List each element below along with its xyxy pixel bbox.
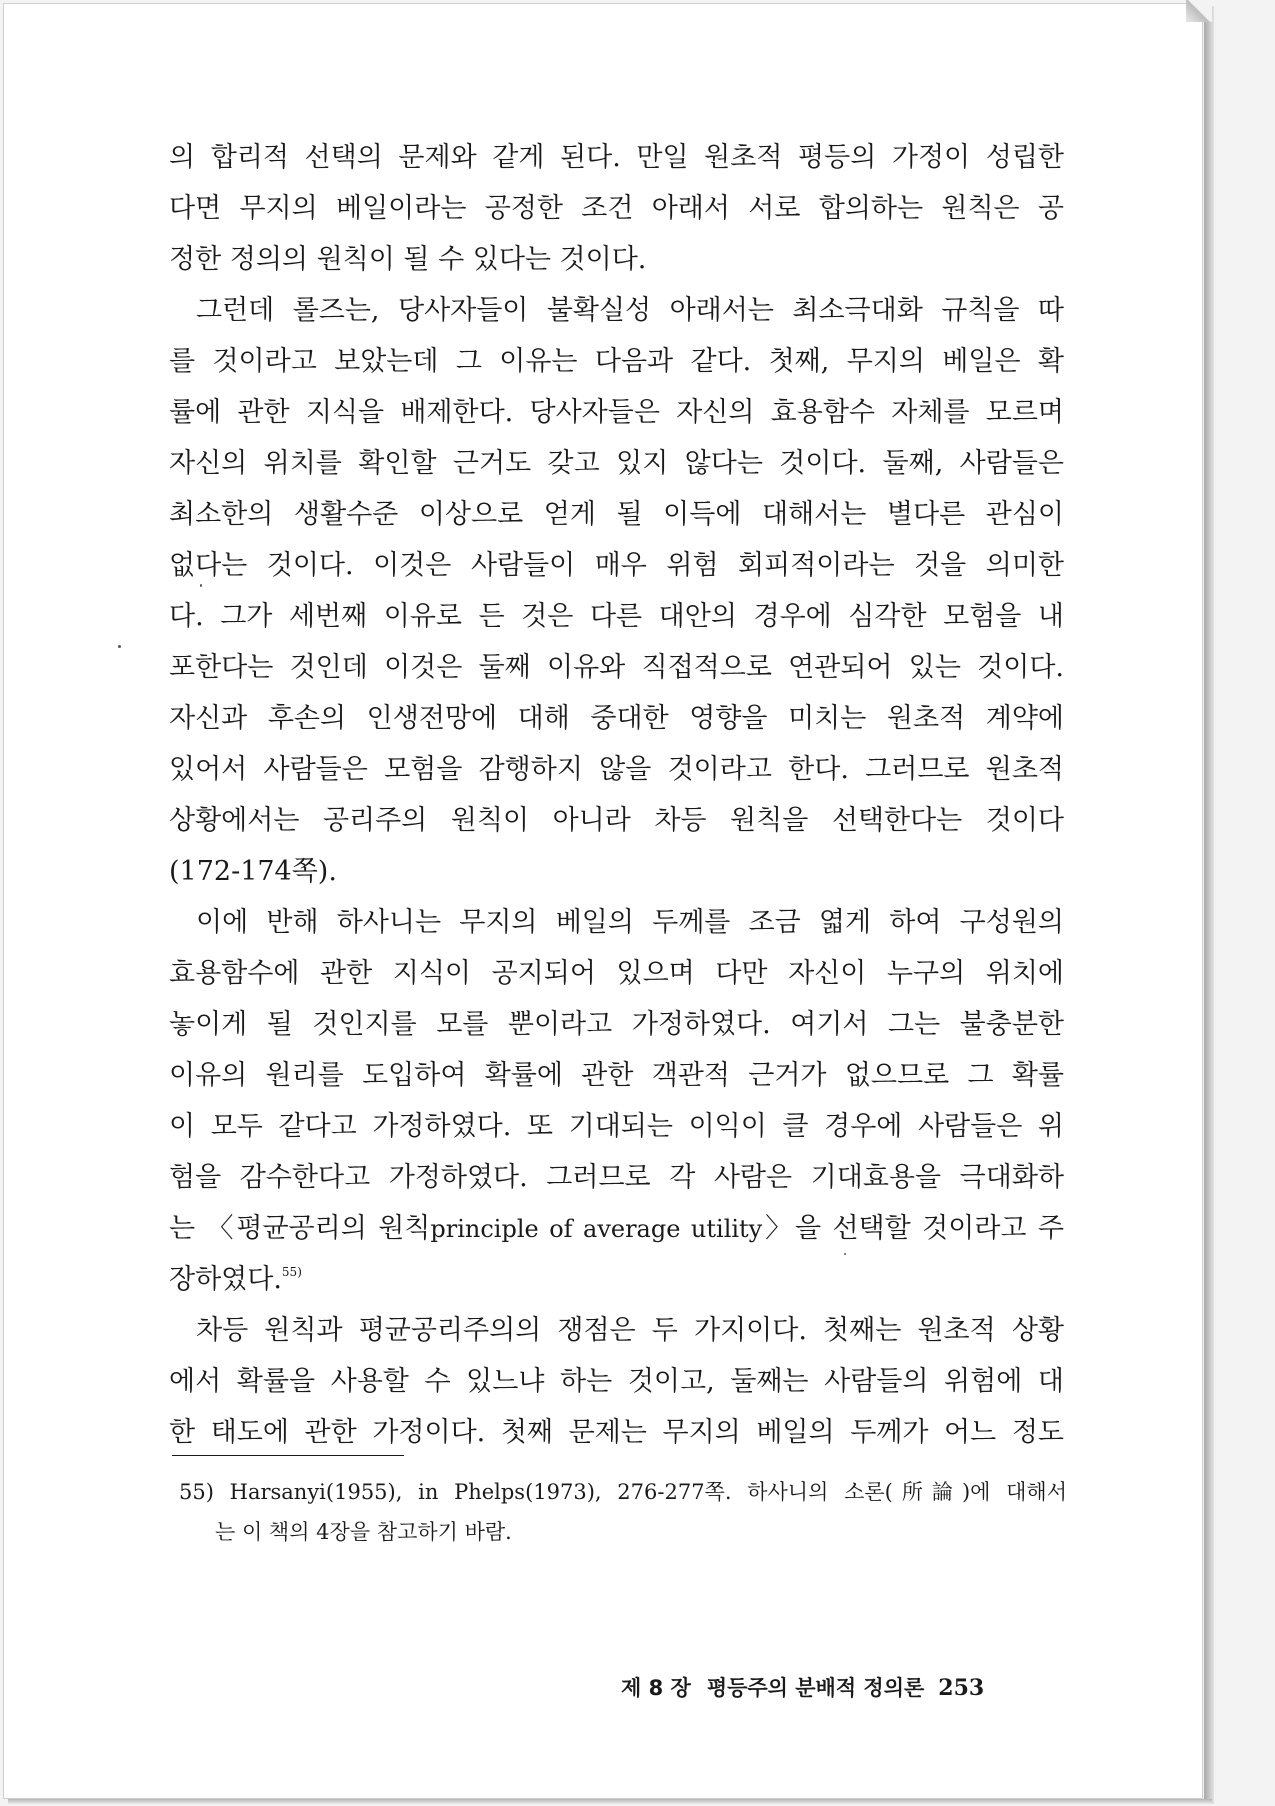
text-line: 다면 무지의 베일이라는 공정한 조건 아래서 서로 합의하는 원칙은 공 — [169, 193, 1064, 224]
text-line: 정한 정의의 원칙이 될 수 있다는 것이다. — [169, 244, 647, 275]
footnote-line-2: 는 이 책의 4장을 참고하기 바람. — [215, 1520, 512, 1544]
body-text — [169, 132, 1064, 1458]
text-line: 험을 감수한다고 가정하였다. 그러므로 각 사람은 기대효용을 극대화하 — [169, 1162, 1064, 1193]
text-line: 놓이게 될 것인지를 모를 뿐이라고 가정하였다. 여기서 그는 불충분한 — [169, 1009, 1064, 1040]
paragraph-1 — [169, 132, 1064, 285]
text-line: 에서 확률을 사용할 수 있느냐 하는 것이고, 둘째는 사람들의 위험에 대 — [169, 1366, 1064, 1397]
principle-line — [169, 1203, 1064, 1254]
text-line: 효용함수에 관한 지식이 공지되어 있으며 다만 자신이 누구의 위치에 — [169, 958, 1064, 989]
text-line: 포한다는 것인데 이것은 둘째 이유와 직접적으로 연관되어 있는 것이다. — [169, 652, 1064, 683]
text-line: 이에 반해 하사니는 무지의 베일의 두께를 조금 엷게 하여 구성원의 — [196, 907, 1064, 938]
running-footer — [621, 1668, 1047, 1708]
footnote-divider — [172, 1455, 404, 1456]
text-line: 률에 관한 지식을 배제한다. 당사자들은 자신의 효용함수 자체를 모르며 — [169, 397, 1064, 428]
text-line: 최소한의 생활수준 이상으로 얻게 될 이득에 대해서는 별다른 관심이 — [169, 499, 1064, 530]
paragraph-3 — [169, 897, 1064, 1305]
text-line: 이 모두 같다고 가정하였다. 또 기대되는 이익이 클 경우에 사람들은 위 — [169, 1111, 1064, 1142]
page-edge-shadow — [1204, 6, 1214, 1804]
page-number: 253 — [938, 1675, 985, 1701]
text-line: (172-174쪽). — [169, 856, 337, 887]
footnote-reference: 55) — [281, 1265, 302, 1279]
chapter-label: 제 8 장 — [621, 1676, 691, 1700]
text-line: 차등 원칙과 평균공리주의의 쟁점은 두 가지이다. 첫째는 원초적 상황 — [196, 1315, 1064, 1346]
text-line: 자신과 후손의 인생전망에 대해 중대한 영향을 미치는 원초적 계약에 — [169, 703, 1064, 734]
page-bottom-shadow — [8, 1799, 1212, 1804]
footnote — [179, 1472, 1067, 1552]
principle-after: 〉을 선택할 것이라고 주 — [762, 1213, 1064, 1244]
scan-speck — [118, 645, 121, 648]
closing-text: 장하였다. — [169, 1264, 282, 1295]
chapter-title: 평등주의 분배적 정의론 — [706, 1676, 925, 1700]
paragraph-2 — [169, 285, 1064, 897]
book-page — [3, 3, 1203, 1799]
paragraph-4 — [169, 1305, 1064, 1458]
text-line: 의 합리적 선택의 문제와 같게 된다. 만일 원초적 평등의 가정이 성립한 — [169, 142, 1064, 173]
page-corner — [1186, 0, 1212, 22]
text-line: 없다는 것이다. 이것은 사람들이 매우 위험 회피적이라는 것을 의미한 — [169, 550, 1064, 581]
text-line: 상황에서는 공리주의 원칙이 아니라 차등 원칙을 선택한다는 것이다 — [169, 805, 1064, 836]
text-line — [169, 1254, 1064, 1305]
principle-latin: principle of average utility — [430, 1215, 763, 1243]
text-line: 이유의 원리를 도입하여 확률에 관한 객관적 근거가 없으므로 그 확률 — [169, 1060, 1064, 1091]
text-line: 를 것이라고 보았는데 그 이유는 다음과 같다. 첫째, 무지의 베일은 확 — [169, 346, 1064, 377]
scan-speck — [200, 584, 202, 587]
text-line: 한 태도에 관한 가정이다. 첫째 문제는 무지의 베일의 두께가 어느 정도 — [169, 1417, 1064, 1448]
scan-speck — [844, 1253, 846, 1255]
principle-before: 는 〈평균공리의 원칙 — [169, 1213, 431, 1244]
text-line: 있어서 사람들은 모험을 감행하지 않을 것이라고 한다. 그러므로 원초적 — [169, 754, 1064, 785]
text-line: 자신의 위치를 확인할 근거도 갖고 있지 않다는 것이다. 둘째, 사람들은 — [169, 448, 1064, 479]
text-line: 다. 그가 세번째 이유로 든 것은 다른 대안의 경우에 심각한 모험을 내 — [169, 601, 1064, 632]
text-line: 그런데 롤즈는, 당사자들이 불확실성 아래서는 최소극대화 규칙을 따 — [196, 295, 1064, 326]
footnote-line-1: 55) Harsanyi(1955), in Phelps(1973), 276-277쪽. 하사니의 소론(所論)에 대해서 — [179, 1480, 1067, 1504]
